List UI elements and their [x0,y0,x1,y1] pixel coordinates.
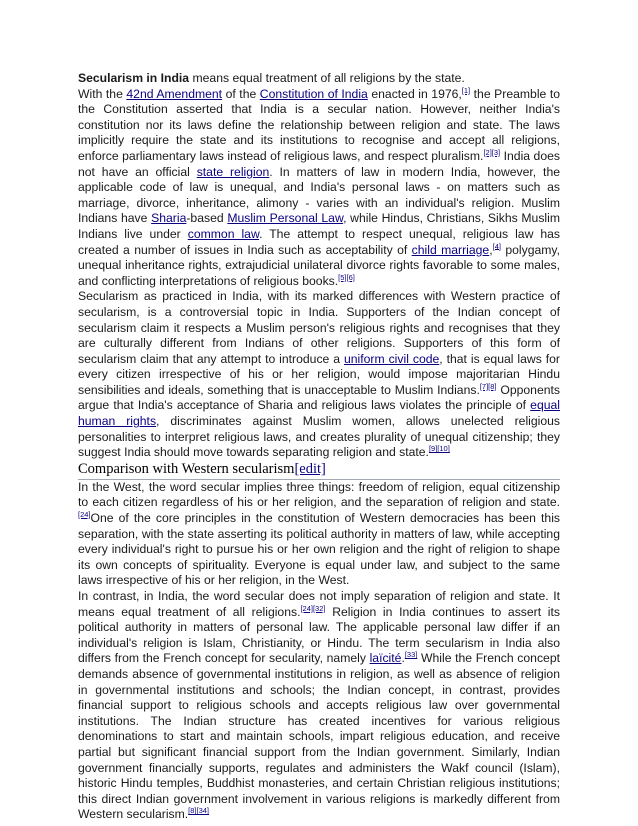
citation-link[interactable]: [5][6] [338,272,355,282]
text-run: , discriminates against Muslim women, allows unelected religious personalities to interpret religious laws, and creates plurality of unequal citizenship; they suggest India should move towards separating religion and state. [78,414,560,460]
citation-ref[interactable] [429,444,450,453]
text-run: , while Hindus, Christians, Sikhs Muslim Indians live under [78,211,560,241]
wiki-link[interactable]: uniform civil code [344,351,440,366]
body-paragraph [78,589,560,823]
citation-ref[interactable] [188,806,209,815]
citation-ref[interactable] [483,148,500,157]
citation-ref[interactable] [300,604,325,613]
wiki-link[interactable]: Constitution of India [259,86,368,101]
bold-term: Secularism in India [78,71,190,85]
text-run: , that is equal laws for every citizen irrespective of his or her religion, would impose majoritarian Hindu sensibilities and ideals, something that is unacceptable to Muslim Indians. [78,351,560,397]
citation-link[interactable]: [24] [78,509,91,519]
citation-ref[interactable] [480,382,497,391]
edit-section-link[interactable]: [edit] [294,460,326,477]
text-run: means equal treatment of all religions by the state. [189,71,465,85]
citation-link[interactable]: [4] [492,241,501,251]
wiki-link[interactable]: 42nd Amendment [126,86,223,101]
citation-ref[interactable] [405,650,418,659]
text-run: . In matters of law in modern India, however, the applicable code of law is unequal, and India's personal laws - on matters such as marriage, divorce, inheritance, alimony - varies with an individual's religion. Muslim Indians have [78,164,560,226]
article-body [78,71,560,823]
text-run: One of the core principles in the constitution of Western democracies has been this separation, with the state asserting its political authority in matters of law, while accepting every individual's right to pursue his or her own religion and the right of religion to shape its own concepts of spirituality. Everyone is equal under law, and subject to the same laws irrespective of his or her religion, in the West. [78,511,560,588]
citation-link[interactable]: [9][10] [428,444,450,454]
citation-ref[interactable] [462,86,470,95]
wiki-link[interactable]: laïcité [369,651,402,666]
wiki-link[interactable]: state religion [196,164,270,179]
text-run: Secularism as practiced in India, with its marked differences with Western practice of secularism, is a controversial topic in India. Supporters of the Indian concept of secularism claim it respects a Muslim person's religious rights and recognises that they are culturally different from Indians of other religions. Supporters of this form of secularism claim that any attempt to introduce a [78,289,560,366]
text-run: In contrast, in India, the word secular does not imply separation of religion and state. It means equal treatment of all religions. [78,589,560,619]
text-run: While the French concept demands absence of governmental institutions in religion, as well as absence of religion in governmental institutions and schools; the Indian concept, in contrast, provides financial support to religious schools and accepts religious law over governmental institutions. The Indian structure has created incentives for various religious denominations to start and maintain schools, impart religious education, and receive partial but significant financial support from the Indian government. Similarly, Indian government financially supports, regulates and administers the Wakf council (Islam), historic Hindu temples, Buddhist monasteries, and certain Christian religious institutions; this direct Indian government involvement in various religions is markedly different from Western secularism. [78,651,560,822]
wiki-link[interactable]: Sharia [151,211,187,226]
citation-link[interactable]: [24][32] [300,603,326,613]
citation-link[interactable]: [1] [461,85,471,95]
intro-paragraph [78,71,560,87]
wiki-link[interactable]: Muslim Personal Law [227,211,344,226]
wiki-link[interactable]: child marriage [411,242,490,257]
text-run: -based [186,211,228,226]
citation-ref[interactable] [493,241,501,250]
text-run: India does not have an official [78,148,560,179]
text-run: Religion in India continues to assert its political authority in matters of personal law. The applicable personal law differ if an individual's religion is Islam, Christianity, or Hindu. The term secularism in India also differs from the French concept for secularity, namely [78,604,560,666]
text-run: In the West, the word secular implies three things: freedom of religion, equal citizenship to each citizen regardless of his or her religion, and the separation of religion and state. [78,479,560,510]
body-paragraph [78,480,560,589]
text-run: , [489,242,493,257]
citation-ref[interactable] [78,510,91,519]
citation-link[interactable]: [2][3] [483,147,501,157]
section-heading [78,461,560,480]
citation-link[interactable]: [33] [404,650,418,660]
text-run: polygamy, unequal inheritance rights, extrajudicial unilateral divorce rights favorable to some males, and conflicting interpretations of religious books. [78,242,560,288]
text-run: enacted in 1976, [367,86,462,101]
text-run: of the [222,86,260,101]
wiki-link[interactable]: equal human rights [78,398,560,429]
citation-link[interactable]: [7][8] [479,381,497,391]
text-run: . The attempt to respect unequal, religious law has created a number of issues in India such as acceptability of [78,226,561,257]
citation-ref[interactable] [338,273,355,282]
text-run: With the [78,86,127,101]
text-run: . [401,651,405,666]
intro-paragraph [78,87,560,290]
citation-link[interactable]: [8][34] [188,806,210,816]
wiki-link[interactable]: common law [187,226,260,241]
section-title: Comparison with Western secularism [78,460,295,477]
text-run: Opponents argue that India's acceptance of Sharia and religious laws violates the principle of [78,382,560,413]
intro-paragraph [78,289,560,461]
text-run: the Preamble to the Constitution asserted that India is a secular nation. However, neither India's constitution nor its laws define the relationship between religion and state. The laws implicitly require the state and its institutions to recognise and accept all religions, enforce parliamentary laws instead of religious laws, and respect pluralism. [78,86,561,163]
